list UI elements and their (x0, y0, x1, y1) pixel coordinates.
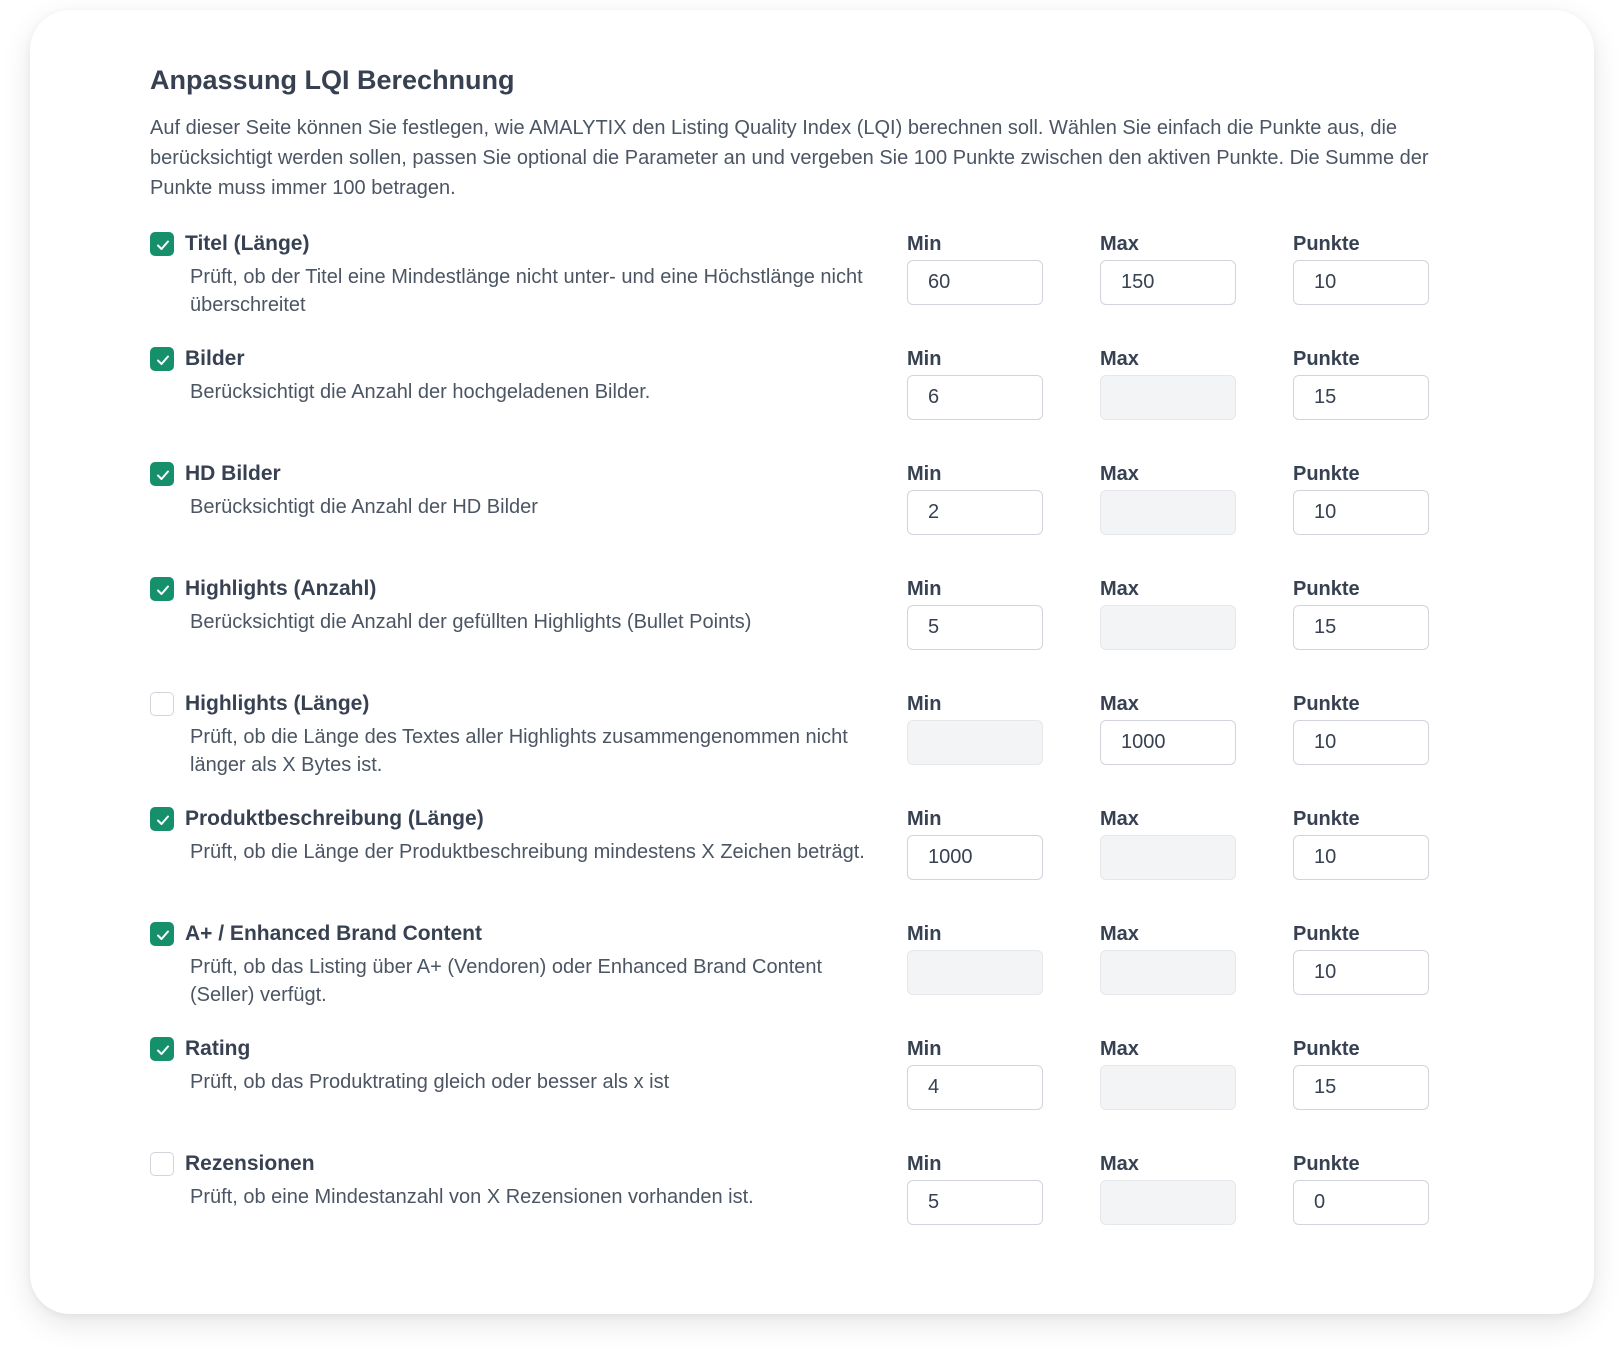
max-label: Max (1100, 578, 1139, 600)
criterion-checkbox[interactable] (150, 1152, 174, 1176)
max-input[interactable] (1100, 260, 1236, 305)
criterion-row-6 (150, 805, 1490, 915)
check-icon (154, 811, 172, 829)
max-label: Max (1100, 693, 1139, 715)
min-label: Min (907, 463, 942, 485)
points-field (1293, 1035, 1429, 1063)
max-input[interactable] (1100, 375, 1236, 420)
max-input[interactable] (1100, 1065, 1236, 1110)
max-input[interactable] (1100, 1180, 1236, 1225)
criterion-checkbox[interactable] (150, 807, 174, 831)
min-label: Min (907, 693, 942, 715)
max-field (1100, 230, 1236, 258)
points-field (1293, 690, 1429, 718)
page-intro: Auf dieser Seite können Sie festlegen, wie AMALYTIX den Listing Quality Index (LQI) berechnen soll. Wählen Sie einfach die Punkte aus, die berücksichtigt werden sollen, passen Sie optional die Parameter an und vergeben Sie 100 Punkte zwischen den aktiven Punkte. Die Summe der Punkte muss immer 100 betragen. (150, 117, 1429, 199)
criterion-row-8 (150, 1035, 1490, 1145)
criterion-title[interactable]: Rezensionen (185, 1152, 315, 1175)
criterion-row-2 (150, 345, 1490, 455)
max-label: Max (1100, 1153, 1139, 1175)
points-label: Punkte (1293, 693, 1360, 715)
max-field (1100, 920, 1236, 948)
criterion-title[interactable]: Produktbeschreibung (Länge) (185, 807, 484, 830)
points-field (1293, 460, 1429, 488)
settings-card (30, 10, 1594, 1314)
criterion-row-4 (150, 575, 1490, 685)
points-field (1293, 230, 1429, 258)
points-input[interactable] (1293, 720, 1429, 765)
criterion-description: Berücksichtigt die Anzahl der gefüllten Highlights (Bullet Points) (190, 611, 752, 633)
points-input[interactable] (1293, 835, 1429, 880)
criterion-description: Prüft, ob die Länge der Produktbeschreibung mindestens X Zeichen beträgt. (190, 841, 865, 863)
min-field (907, 805, 1043, 833)
max-field (1100, 345, 1236, 373)
criterion-checkbox[interactable] (150, 232, 174, 256)
points-label: Punkte (1293, 233, 1360, 255)
max-input[interactable] (1100, 950, 1236, 995)
max-label: Max (1100, 1038, 1139, 1060)
max-field (1100, 805, 1236, 833)
check-icon (154, 236, 172, 254)
min-label: Min (907, 348, 942, 370)
max-label: Max (1100, 808, 1139, 830)
max-field (1100, 575, 1236, 603)
points-label: Punkte (1293, 1153, 1360, 1175)
criterion-title[interactable]: Highlights (Anzahl) (185, 577, 377, 600)
points-field (1293, 805, 1429, 833)
criterion-title[interactable]: Rating (185, 1037, 251, 1060)
points-label: Punkte (1293, 808, 1360, 830)
min-field (907, 1150, 1043, 1178)
points-label: Punkte (1293, 1038, 1360, 1060)
max-label: Max (1100, 348, 1139, 370)
max-input[interactable] (1100, 605, 1236, 650)
criterion-title[interactable]: A+ / Enhanced Brand Content (185, 922, 482, 945)
points-input[interactable] (1293, 605, 1429, 650)
min-input[interactable] (907, 1180, 1043, 1225)
criterion-title[interactable]: Highlights (Länge) (185, 692, 370, 715)
min-input[interactable] (907, 835, 1043, 880)
points-field (1293, 345, 1429, 373)
min-field (907, 1035, 1043, 1063)
points-input[interactable] (1293, 490, 1429, 535)
criterion-description: Prüft, ob das Produktrating gleich oder besser als x ist (190, 1071, 670, 1093)
criterion-description: Prüft, ob die Länge des Textes aller Highlights zusammengenommen nicht länger als X Bytes ist. (190, 726, 848, 776)
criterion-row-1 (150, 230, 1490, 340)
points-field (1293, 1150, 1429, 1178)
points-input[interactable] (1293, 1065, 1429, 1110)
criterion-description: Prüft, ob eine Mindestanzahl von X Rezensionen vorhanden ist. (190, 1186, 754, 1208)
criterion-description: Berücksichtigt die Anzahl der hochgeladenen Bilder. (190, 381, 651, 403)
points-label: Punkte (1293, 578, 1360, 600)
criterion-title[interactable]: HD Bilder (185, 462, 281, 485)
max-input[interactable] (1100, 720, 1236, 765)
max-field (1100, 460, 1236, 488)
criterion-checkbox[interactable] (150, 1037, 174, 1061)
criterion-row-3 (150, 460, 1490, 570)
criterion-checkbox[interactable] (150, 577, 174, 601)
points-label: Punkte (1293, 463, 1360, 485)
min-input[interactable] (907, 1065, 1043, 1110)
points-input[interactable] (1293, 260, 1429, 305)
max-field (1100, 1150, 1236, 1178)
min-input[interactable] (907, 950, 1043, 995)
criterion-checkbox[interactable] (150, 347, 174, 371)
max-label: Max (1100, 233, 1139, 255)
check-icon (154, 351, 172, 369)
points-input[interactable] (1293, 375, 1429, 420)
check-icon (154, 581, 172, 599)
points-input[interactable] (1293, 950, 1429, 995)
max-field (1100, 690, 1236, 718)
points-field (1293, 575, 1429, 603)
criterion-checkbox[interactable] (150, 462, 174, 486)
min-field (907, 690, 1043, 718)
points-label: Punkte (1293, 923, 1360, 945)
page-title: Anpassung LQI Berechnung (150, 65, 515, 95)
check-icon (154, 466, 172, 484)
min-field (907, 920, 1043, 948)
max-input[interactable] (1100, 490, 1236, 535)
points-label: Punkte (1293, 348, 1360, 370)
min-label: Min (907, 1038, 942, 1060)
check-icon (154, 926, 172, 944)
min-input[interactable] (907, 375, 1043, 420)
criterion-row-7 (150, 920, 1490, 1030)
max-input[interactable] (1100, 835, 1236, 880)
max-label: Max (1100, 463, 1139, 485)
min-input[interactable] (907, 260, 1043, 305)
max-field (1100, 1035, 1236, 1063)
criterion-title[interactable]: Titel (Länge) (185, 232, 310, 255)
min-input[interactable] (907, 490, 1043, 535)
criterion-checkbox[interactable] (150, 692, 174, 716)
criterion-row-5 (150, 690, 1490, 800)
points-input[interactable] (1293, 1180, 1429, 1225)
min-label: Min (907, 808, 942, 830)
points-field (1293, 920, 1429, 948)
min-field (907, 230, 1043, 258)
min-field (907, 575, 1043, 603)
min-label: Min (907, 1153, 942, 1175)
criterion-checkbox[interactable] (150, 922, 174, 946)
criterion-row-9 (150, 1150, 1490, 1260)
check-icon (154, 1041, 172, 1059)
criterion-description: Berücksichtigt die Anzahl der HD Bilder (190, 496, 538, 518)
min-label: Min (907, 578, 942, 600)
min-field (907, 460, 1043, 488)
criterion-description: Prüft, ob das Listing über A+ (Vendoren) oder Enhanced Brand Content (Seller) verfügt. (190, 956, 823, 1006)
criterion-title[interactable]: Bilder (185, 347, 245, 370)
max-label: Max (1100, 923, 1139, 945)
min-label: Min (907, 923, 942, 945)
min-label: Min (907, 233, 942, 255)
min-input[interactable] (907, 720, 1043, 765)
min-field (907, 345, 1043, 373)
min-input[interactable] (907, 605, 1043, 650)
criterion-description: Prüft, ob der Titel eine Mindestlänge nicht unter- und eine Höchstlänge nicht überschreitet (190, 266, 863, 316)
